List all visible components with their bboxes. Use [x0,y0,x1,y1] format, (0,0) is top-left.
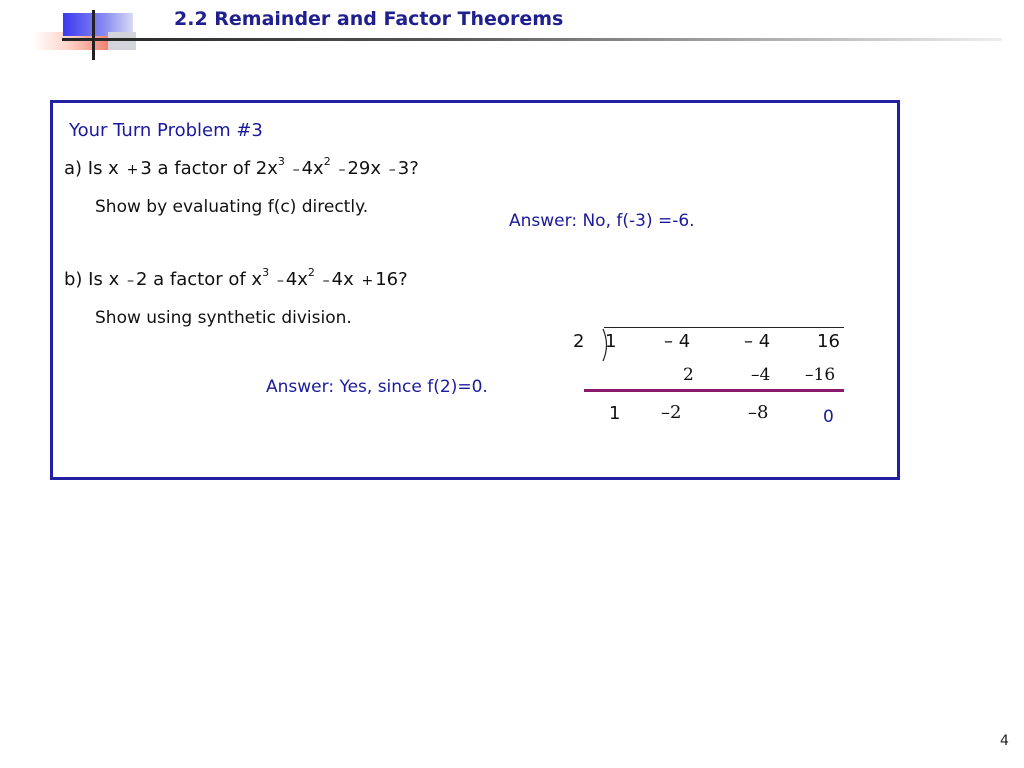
part-a-term4: 3? [397,158,419,179]
part-a-exp1: 3 [277,155,285,168]
part-b-term2: 4x [285,269,308,290]
part-b-op2: – [276,273,284,289]
problem-heading: Your Turn Problem #3 [69,120,263,141]
synthetic-division-result-line [584,389,844,392]
part-b-term4: 16? [375,269,408,290]
part-b-op1: – [126,273,134,289]
result-1: 1 [609,403,621,424]
product-2: –4 [751,365,771,385]
synthetic-division-top-line [604,327,844,328]
part-b-instruction: Show using synthetic division. [95,308,352,328]
part-a-op1: + [126,162,139,178]
coefficient-2: – 4 [664,331,691,352]
part-a-op4: – [388,162,396,178]
part-a-prefix: a) Is x [64,158,119,179]
slide-title: 2.2 Remainder and Factor Theorems [174,8,564,30]
part-b-op3: – [322,273,330,289]
part-a-mid: 3 a factor of 2x [140,158,278,179]
product-3: –16 [805,365,836,385]
product-1: 2 [683,365,694,385]
header-decoration-square-grey [108,32,136,50]
part-b-mid: 2 a factor of x [135,269,263,290]
part-b-exp2: 2 [307,266,315,279]
coefficient-1: 1 [605,331,617,352]
part-b-prefix: b) Is x [64,269,120,290]
part-a-answer: Answer: No, f(-3) =-6. [509,211,695,231]
header-rule [62,38,1002,41]
problem-frame [50,100,900,480]
remainder: 0 [823,407,834,427]
header-vertical-rule [92,10,95,60]
part-a-op2: – [292,162,300,178]
result-3: –8 [748,402,769,423]
part-a-instruction: Show by evaluating f(c) directly. [95,197,369,217]
part-b-question [64,266,408,290]
page-number: 4 [1000,733,1009,749]
part-a-exp2: 2 [323,155,331,168]
coefficient-3: – 4 [744,331,771,352]
result-2: –2 [661,402,682,423]
part-a-term2: 4x [301,158,324,179]
part-b-answer: Answer: Yes, since f(2)=0. [266,377,488,397]
part-b-op4: + [361,273,374,289]
coefficient-4: 16 [817,331,840,352]
part-a-question [64,155,419,179]
part-b-term3: 4x [331,269,354,290]
synthetic-divisor: 2 [573,331,585,352]
part-a-op3: – [338,162,346,178]
part-a-term3: 29x [347,158,382,179]
part-b-exp1: 3 [262,266,270,279]
